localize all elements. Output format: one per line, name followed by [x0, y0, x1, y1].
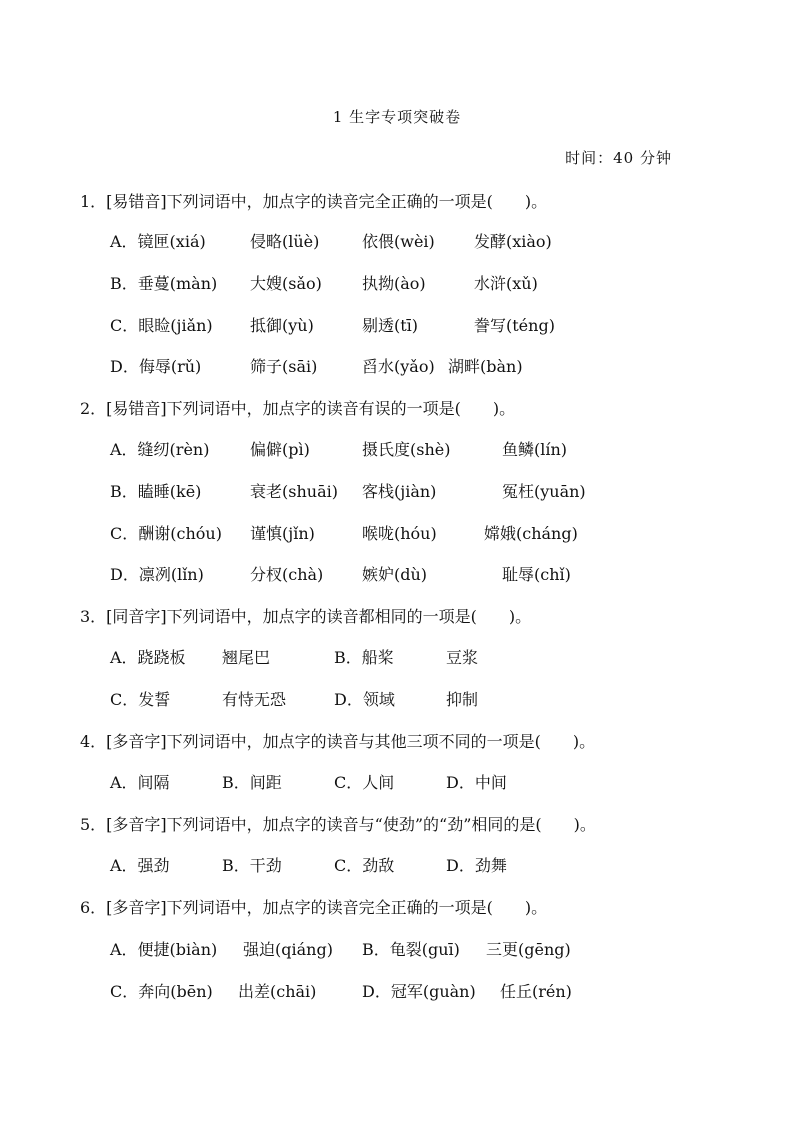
- option-item: B．龟裂(guī): [362, 940, 460, 959]
- option-item: 依偎(wèi): [362, 232, 435, 251]
- option-item: D．中间: [446, 773, 507, 792]
- option-item: 舀水(yǎo): [362, 357, 435, 376]
- option-item: B．船桨: [334, 648, 394, 667]
- time-limit: 时间：40 分钟: [565, 149, 672, 167]
- option-item: 有恃无恐: [222, 690, 287, 709]
- option-item: D．侮辱(rǔ): [110, 357, 202, 376]
- option-item: 发酵(xiào): [474, 232, 552, 251]
- option-item: 翘尾巴: [222, 648, 271, 667]
- option-item: D．劲舞: [446, 856, 507, 875]
- option-item: 抑制: [446, 690, 479, 709]
- option-item: 大嫂(sǎo): [250, 274, 322, 293]
- option-item: 分杈(chà): [250, 565, 324, 584]
- option-item: 剔透(tī): [362, 316, 419, 335]
- option-item: 抵御(yù): [250, 316, 314, 335]
- question-stem: 6．[多音字]下列词语中，加点字的读音完全正确的一项是( )。: [80, 898, 548, 917]
- question-stem: 2．[易错音]下列词语中，加点字的读音有误的一项是( )。: [80, 399, 516, 418]
- option-item: C．眼睑(jiǎn): [110, 316, 213, 335]
- option-item: C．劲敌: [334, 856, 395, 875]
- option-item: 水浒(xǔ): [474, 274, 538, 293]
- option-item: B．垂蔓(màn): [110, 274, 218, 293]
- option-item: 客栈(jiàn): [362, 482, 437, 501]
- option-item: 湖畔(bàn): [448, 357, 523, 376]
- option-item: 喉咙(hóu): [362, 524, 437, 543]
- option-item: 偏僻(pì): [250, 440, 310, 459]
- option-item: 嫦娥(cháng): [484, 524, 578, 543]
- option-item: B．干劲: [222, 856, 282, 875]
- option-item: 誊写(téng): [474, 316, 555, 335]
- question-stem: 4．[多音字]下列词语中，加点字的读音与其他三项不同的一项是( )。: [80, 732, 596, 751]
- option-item: 豆浆: [446, 648, 479, 667]
- option-item: A．间隔: [110, 773, 170, 792]
- option-item: C．酬谢(chóu): [110, 524, 222, 543]
- option-item: 耻辱(chǐ): [502, 565, 571, 584]
- option-item: D．冠军(guàn): [362, 982, 476, 1001]
- option-item: A．缝纫(rèn): [110, 440, 210, 459]
- page-title: 1 生字专项突破卷: [332, 108, 462, 126]
- option-item: 三更(gēng): [486, 940, 571, 959]
- option-item: 摄氏度(shè): [362, 440, 451, 459]
- option-item: B．间距: [222, 773, 282, 792]
- option-item: A．镜匣(xiá): [110, 232, 206, 251]
- option-item: B．瞌睡(kē): [110, 482, 202, 501]
- option-item: 强迫(qiáng): [243, 940, 333, 959]
- option-item: C．人间: [334, 773, 395, 792]
- option-item: D．凛冽(lǐn): [110, 565, 204, 584]
- option-item: C．奔向(bēn): [110, 982, 213, 1001]
- option-item: 出差(chāi): [238, 982, 317, 1001]
- option-item: 嫉妒(dù): [362, 565, 428, 584]
- option-item: 谨慎(jǐn): [250, 524, 315, 543]
- question-stem: 3．[同音字]下列词语中，加点字的读音都相同的一项是( )。: [80, 607, 532, 626]
- question-stem: 5．[多音字]下列词语中，加点字的读音与“使劲”的“劲”相同的是( )。: [80, 815, 596, 834]
- option-item: 鱼鳞(lín): [502, 440, 568, 459]
- option-item: 冤枉(yuān): [502, 482, 586, 501]
- question-stem: 1．[易错音]下列词语中，加点字的读音完全正确的一项是( )。: [80, 192, 548, 211]
- option-item: 筛子(sāi): [250, 357, 318, 376]
- option-item: 衰老(shuāi): [250, 482, 338, 501]
- option-item: 任丘(rén): [500, 982, 572, 1001]
- option-item: 执拗(ào): [362, 274, 426, 293]
- option-item: A．强劲: [110, 856, 170, 875]
- option-item: C．发誓: [110, 690, 171, 709]
- option-item: D．领域: [334, 690, 395, 709]
- option-item: A．便捷(biàn): [110, 940, 218, 959]
- option-item: 侵略(lüè): [250, 232, 320, 251]
- option-item: A．跷跷板: [110, 648, 186, 667]
